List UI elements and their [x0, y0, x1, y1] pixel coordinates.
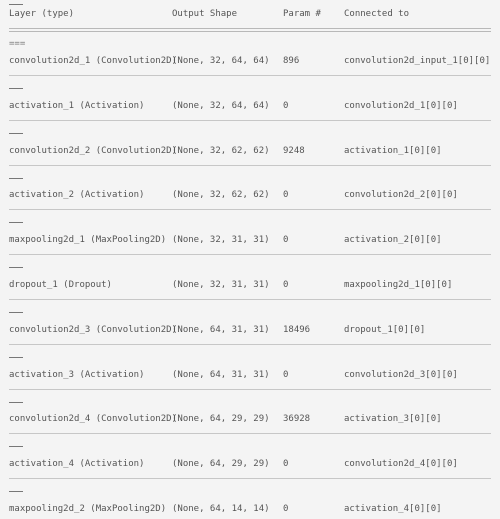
table-row	[0, 325, 500, 339]
row-connected-to: convolution2d_3[0][0]	[344, 370, 458, 380]
row-layer-type: activation_3 (Activation)	[9, 370, 145, 380]
row-tick	[9, 446, 23, 447]
row-separator	[9, 344, 491, 345]
row-output-shape: (None, 32, 31, 31)	[172, 235, 270, 245]
table-row	[0, 370, 500, 384]
row-tick	[9, 491, 23, 492]
row-connected-to: convolution2d_1[0][0]	[344, 101, 458, 111]
row-output-shape: (None, 32, 31, 31)	[172, 280, 270, 290]
row-separator	[9, 120, 491, 121]
row-param-count: 0	[283, 504, 289, 514]
row-tick	[9, 357, 23, 358]
row-tick	[9, 178, 23, 179]
table-row	[0, 459, 500, 473]
row-tick	[9, 222, 23, 223]
row-param-count: 18496	[283, 325, 311, 335]
row-output-shape: (None, 64, 31, 31)	[172, 370, 270, 380]
row-output-shape: (None, 64, 14, 14)	[172, 504, 270, 514]
row-output-shape: (None, 64, 29, 29)	[172, 414, 270, 424]
row-layer-type: convolution2d_4 (Convolution2D)	[9, 414, 177, 424]
row-tick	[9, 312, 23, 313]
row-layer-type: activation_4 (Activation)	[9, 459, 145, 469]
row-connected-to: activation_4[0][0]	[344, 504, 442, 514]
row-output-shape: (None, 32, 64, 64)	[172, 101, 270, 111]
row-layer-type: maxpooling2d_1 (MaxPooling2D)	[9, 235, 167, 245]
row-param-count: 0	[283, 280, 289, 290]
table-row	[0, 504, 500, 518]
table-row	[0, 190, 500, 204]
row-layer-type: dropout_1 (Dropout)	[9, 280, 112, 290]
row-layer-type: convolution2d_2 (Convolution2D)	[9, 146, 177, 156]
header-layer-type: Layer (type)	[9, 9, 75, 19]
row-param-count: 9248	[283, 146, 305, 156]
row-separator	[9, 209, 491, 210]
row-layer-type: activation_2 (Activation)	[9, 190, 145, 200]
header-double-line-bottom	[9, 31, 491, 32]
row-output-shape: (None, 32, 64, 64)	[172, 56, 270, 66]
row-separator	[9, 254, 491, 255]
header-double-line-top	[9, 28, 491, 29]
row-param-count: 0	[283, 370, 289, 380]
row-connected-to: convolution2d_4[0][0]	[344, 459, 458, 469]
row-param-count: 0	[283, 235, 289, 245]
header-param-count: Param #	[283, 9, 321, 19]
row-separator	[9, 389, 491, 390]
row-connected-to: convolution2d_2[0][0]	[344, 190, 458, 200]
row-separator	[9, 299, 491, 300]
row-tick	[9, 402, 23, 403]
row-separator	[9, 165, 491, 166]
row-tick	[9, 133, 23, 134]
row-tick	[9, 267, 23, 268]
row-param-count: 36928	[283, 414, 311, 424]
row-connected-to: activation_1[0][0]	[344, 146, 442, 156]
row-connected-to: activation_3[0][0]	[344, 414, 442, 424]
header-equals-mark: ===	[9, 39, 26, 49]
row-output-shape: (None, 32, 62, 62)	[172, 190, 270, 200]
row-layer-type: activation_1 (Activation)	[9, 101, 145, 111]
row-tick	[9, 88, 23, 89]
table-row	[0, 414, 500, 428]
table-row	[0, 280, 500, 294]
row-connected-to: maxpooling2d_1[0][0]	[344, 280, 453, 290]
row-param-count: 0	[283, 190, 289, 200]
header-connected-to: Connected to	[344, 9, 410, 19]
row-separator	[9, 433, 491, 434]
row-connected-to: convolution2d_input_1[0][0]	[344, 56, 491, 66]
row-param-count: 0	[283, 101, 289, 111]
header-output-shape: Output Shape	[172, 9, 238, 19]
row-param-count: 0	[283, 459, 289, 469]
row-separator	[9, 478, 491, 479]
table-row	[0, 235, 500, 249]
table-row	[0, 101, 500, 115]
row-connected-to: activation_2[0][0]	[344, 235, 442, 245]
table-row	[0, 56, 500, 70]
row-connected-to: dropout_1[0][0]	[344, 325, 426, 335]
row-layer-type: maxpooling2d_2 (MaxPooling2D)	[9, 504, 167, 514]
table-header	[0, 9, 500, 25]
row-output-shape: (None, 32, 62, 62)	[172, 146, 270, 156]
row-separator	[9, 75, 491, 76]
row-param-count: 896	[283, 56, 300, 66]
top-tick	[9, 4, 23, 5]
row-output-shape: (None, 64, 31, 31)	[172, 325, 270, 335]
row-layer-type: convolution2d_1 (Convolution2D)	[9, 56, 177, 66]
row-output-shape: (None, 64, 29, 29)	[172, 459, 270, 469]
table-row	[0, 146, 500, 160]
row-layer-type: convolution2d_3 (Convolution2D)	[9, 325, 177, 335]
